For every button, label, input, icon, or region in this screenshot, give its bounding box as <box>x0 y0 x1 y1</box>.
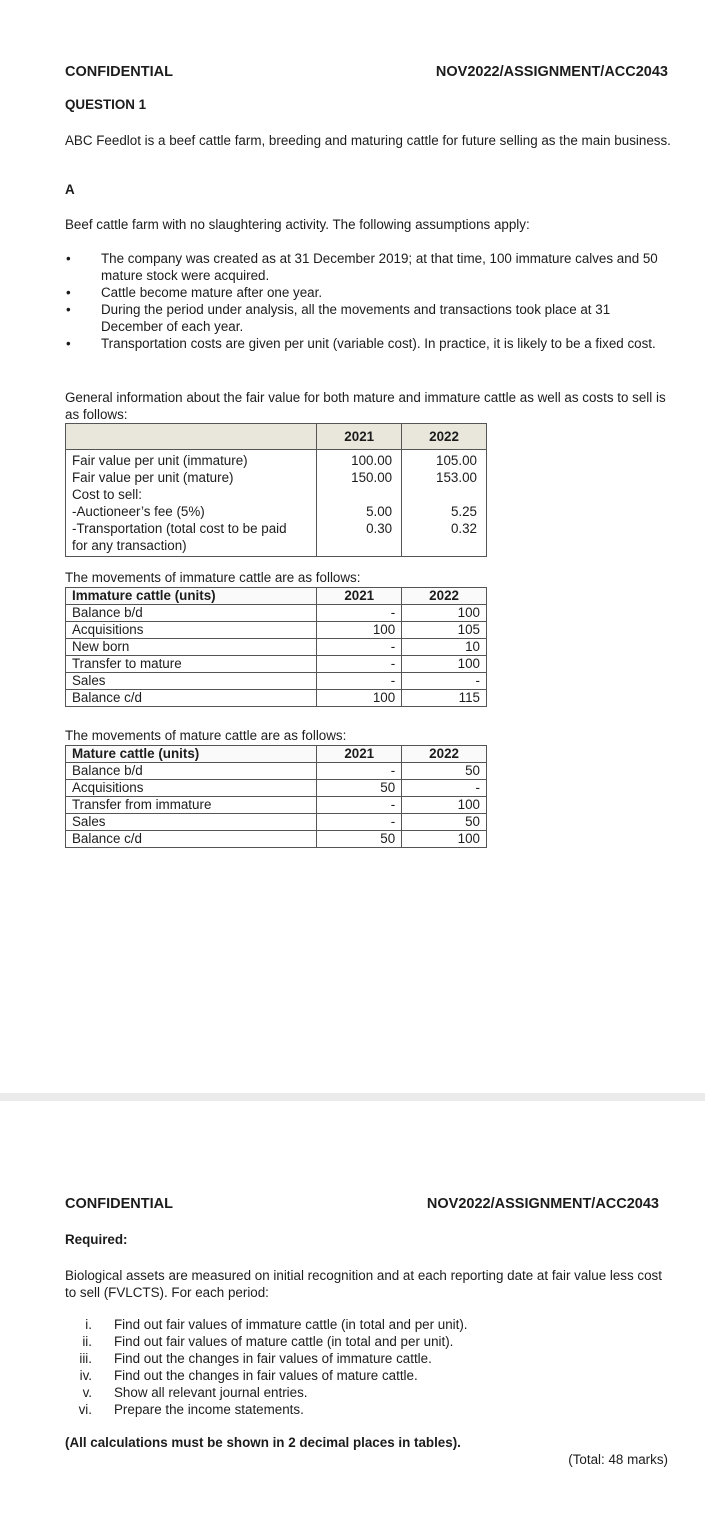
table-row: Transfer to mature - 100 <box>66 656 487 673</box>
bullet-icon: • <box>66 302 71 317</box>
table-row: Balance b/d - 50 <box>66 763 487 780</box>
table-row: Transfer from immature - 100 <box>66 797 487 814</box>
list-item: i. Find out fair values of immature cattle (in total and per unit). <box>85 1317 468 1332</box>
list-item: v. Show all relevant journal entries. <box>82 1385 308 1400</box>
table-row: Balance b/d - 100 <box>66 605 487 622</box>
table-row: Acquisitions 50 - <box>66 780 487 797</box>
list-item: iv. Find out the changes in fair values of mature cattle. <box>79 1368 418 1383</box>
mature-cattle-table <box>65 745 487 848</box>
required-heading: Required: <box>65 1232 128 1247</box>
fair-value-labels: Fair value per unit (immature) Fair value per unit (mature) Cost to sell: -Auctioneer’s fee (5%) -Transportation (total cost to be paid for any transaction) <box>66 450 317 557</box>
immature-cattle-table <box>65 587 487 707</box>
header-assignment-code: NOV2022/ASSIGNMENT/ACC2043 <box>435 64 668 80</box>
list-item: • Transportation costs are given per unit (variable cost). In practice, it is likely to be a fixed cost. <box>66 336 656 351</box>
page-separator <box>0 1093 705 1101</box>
table-row: Acquisitions 100 105 <box>66 622 487 639</box>
fair-value-2021: 100.00 150.00 5.00 0.30 <box>317 450 402 557</box>
table-row: Balance c/d 100 115 <box>66 690 487 707</box>
header-assignment-code-page-2: NOV2022/ASSIGNMENT/ACC2043 <box>426 1196 659 1212</box>
immature-intro: The movements of immature cattle are as follows: <box>65 570 361 585</box>
intro-paragraph: ABC Feedlot is a beef cattle farm, breeding and maturing cattle for future selling as the main business. <box>65 133 671 148</box>
list-item: ii. Find out fair values of mature cattle (in total and per unit). <box>82 1334 454 1349</box>
bullet-icon: • <box>66 336 71 351</box>
table-row: Sales - - <box>66 673 487 690</box>
list-item: iii. Find out the changes in fair values of immature cattle. <box>79 1351 432 1366</box>
question-title: QUESTION 1 <box>65 97 147 112</box>
fair-value-table <box>65 423 487 557</box>
table-row: Sales - 50 <box>66 814 487 831</box>
section-label: A <box>65 182 75 197</box>
fair-value-2022: 105.00 153.00 5.25 0.32 <box>402 450 487 557</box>
calculation-note: (All calculations must be shown in 2 decimal places in tables). <box>65 1435 461 1450</box>
required-intro: Biological assets are measured on initial recognition and at each reporting date at fair value less cost to sell (FVLCTS). For each period: <box>65 1268 662 1300</box>
header-confidential-page-2: CONFIDENTIAL <box>65 1196 173 1212</box>
list-item: • Cattle become mature after one year. <box>66 285 323 300</box>
table-row: Balance c/d 50 100 <box>66 831 487 848</box>
table-header-row: Immature cattle (units) 2021 2022 <box>66 588 487 605</box>
fair-value-intro: General information about the fair value for both mature and immature cattle as well as costs to sell is as follows: <box>65 390 666 422</box>
list-item: • During the period under analysis, all the movements and transactions took place at 31 December of each year. <box>66 302 611 334</box>
table-row: New born - 10 <box>66 639 487 656</box>
table-header-row: 2021 2022 <box>66 424 487 450</box>
mature-intro: The movements of mature cattle are as follows: <box>65 728 347 743</box>
bullet-icon: • <box>66 285 71 300</box>
assumptions-intro: Beef cattle farm with no slaughtering activity. The following assumptions apply: <box>65 217 530 232</box>
bullet-icon: • <box>66 251 71 266</box>
list-item: vi. Prepare the income statements. <box>78 1402 304 1417</box>
table-header-row: Mature cattle (units) 2021 2022 <box>66 746 487 763</box>
header-confidential: CONFIDENTIAL <box>65 64 173 80</box>
total-marks: (Total: 48 marks) <box>568 1452 668 1467</box>
assumptions-list <box>63 250 673 352</box>
table-row <box>66 450 487 557</box>
list-item: • The company was created as at 31 December 2019; at that time, 100 immature calves and 50 mature stock were acquired. <box>66 251 658 283</box>
required-list <box>68 1316 468 1418</box>
